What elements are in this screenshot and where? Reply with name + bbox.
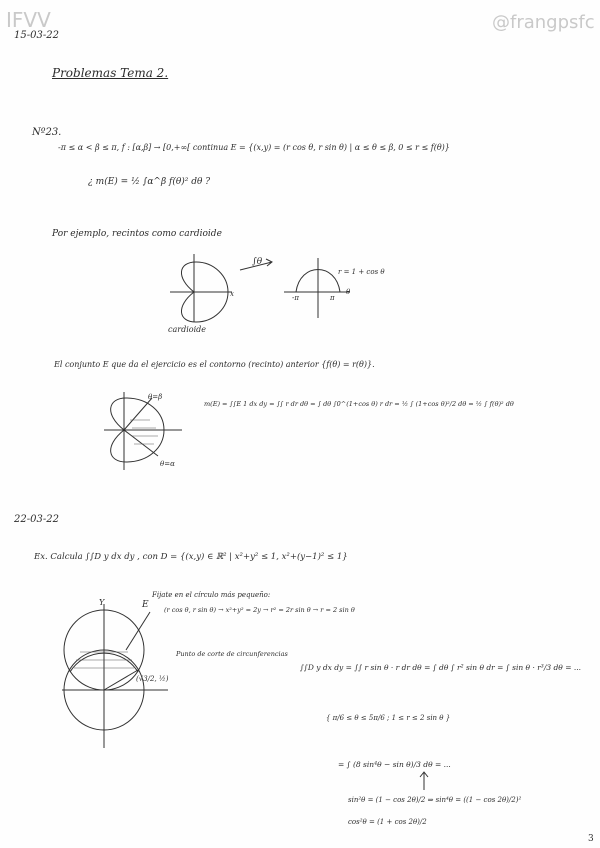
substep-arrow [420, 772, 428, 790]
axis-theta: θ [346, 288, 351, 296]
identity-1: sin²θ = (1 − cos 2θ)/2 ⇒ sin⁴θ = ((1 − cos 2θ)/2)² [348, 796, 522, 804]
polar-graph-sketch [284, 258, 350, 318]
exercise-statement: Ex. Calcula ∫∫D y dx dy , con D = {(x,y) ∈ ℝ² | x²+y² ≤ 1, x²+(y−1)² ≤ 1} [34, 552, 348, 562]
identity-2: cos²θ = (1 + cos 2θ)/2 [348, 818, 427, 826]
set-description: El conjunto E que da el ejercicio es el contorno (recinto) anterior {f(θ) = r(θ)}. [54, 360, 375, 369]
region-e-sketch [104, 392, 182, 470]
polar-note: Fijate en el círculo más pequeño: [152, 591, 271, 599]
curve-label: r = 1 + cos θ [338, 268, 385, 276]
substep: = ∫ (8 sin⁴θ − sin θ)/3 dθ = ... [338, 760, 451, 769]
watermark-right: @frangpsfc [492, 12, 595, 33]
main-integral: ∫∫D y dx dy = ∫∫ r sin θ · r dr dθ = ∫ dθ ∫ r² sin θ dr = ∫ sin θ · r³/3 dθ = ... [300, 663, 582, 672]
axis-y-label: Y [99, 598, 105, 607]
cardioid-label: cardioide [168, 325, 206, 334]
axis-x: x [230, 290, 234, 298]
page-number: 3 [588, 834, 594, 844]
entry1-date: 15-03-22 [14, 30, 59, 41]
intersection-point-coords: (√3/2, ½) [136, 675, 169, 683]
transform-arrow [240, 259, 272, 270]
polar-derivation: (r cos θ, r sin θ) → x²+y² = 2y → r² = 2r sin θ → r = 2 sin θ [164, 606, 355, 614]
entry1-title: Problemas Tema 2. [52, 66, 169, 80]
example-intro: Por ejemplo, recintos como cardioide [52, 229, 222, 239]
intersection-point-label: Punto de corte de circunferencias [176, 650, 288, 658]
problem-statement: -π ≤ α < β ≤ π, f : [α,β] → [0,+∞[ continua E = {(x,y) = (r cos θ, r sin θ) | α ≤ θ ≤ β, 0 ≤ r ≤ f(θ)} [58, 143, 450, 152]
axis-minus-pi: -π [292, 294, 299, 302]
problem-question: ¿ m(E) = ½ ∫α^β f(θ)² dθ ? [88, 177, 211, 187]
axis-pi: π [330, 294, 335, 302]
entry2-date: 22-03-22 [14, 514, 59, 525]
measure-formula: m(E) = ∫∫E 1 dx dy = ∫∫ r dr dθ = ∫ dθ ∫0^(1+cos θ) r dr = ½ ∫ (1+cos θ)²/2 dθ = ½ ∫ f(θ)² dθ [204, 400, 514, 408]
problem-number: Nº23. [32, 127, 62, 138]
two-circles-sketch [62, 604, 168, 748]
integration-limits: { π/6 ≤ θ ≤ 5π/6 ; 1 ≤ r ≤ 2 sin θ } [326, 714, 451, 722]
watermark-left: IFVV [6, 8, 51, 32]
cardioid-sketch [170, 254, 232, 322]
region-label-beta: θ=β [148, 393, 163, 401]
transform-arrow-label: ∫θ [252, 257, 263, 267]
region-label-alpha: θ=α [160, 460, 175, 468]
curve-e-label: E [142, 600, 149, 610]
